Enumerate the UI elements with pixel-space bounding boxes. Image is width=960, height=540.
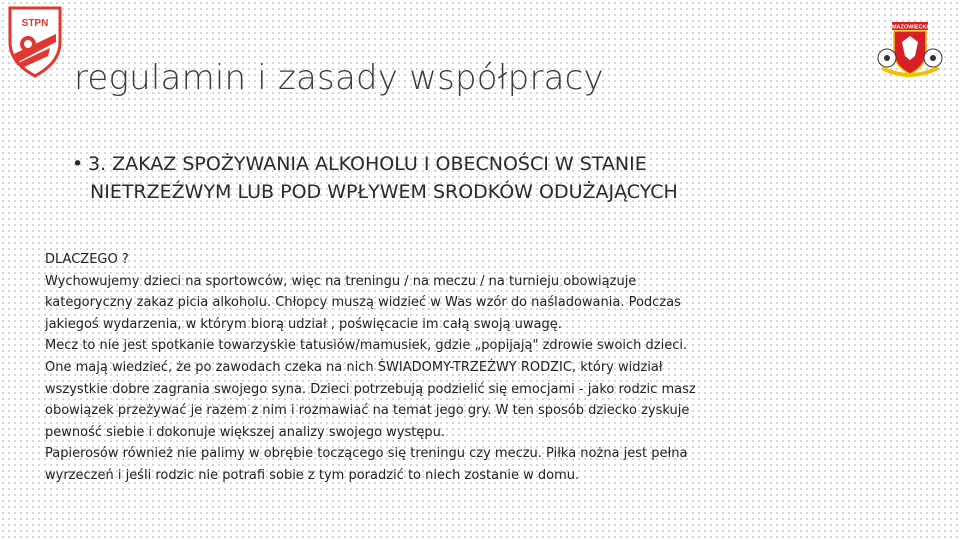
body-line: Wychowujemy dzieci na sportowców, więc na treningu / na meczu / na turnieju obowiązuje <box>45 273 637 289</box>
bullet-heading-line-1: 3. ZAKAZ SPOŻYWANIA ALKOHOLU I OBECNOŚCI W STANIE <box>88 153 647 175</box>
body-text <box>45 249 805 487</box>
bullet-symbol: • <box>72 153 84 175</box>
body-line: Mecz to nie jest spotkanie towarzyskie tatusiów/mamusiek, gdzie „popijają" zdrowie swoich dzieci. <box>45 338 688 354</box>
stpn-logo <box>4 4 66 78</box>
slide-title: regulamin i zasady współpracy <box>74 58 604 98</box>
body-line: pewność siebie i dokonuje większej analizy swojego występu. <box>45 424 445 440</box>
body-line: jakiegoś wydarzenia, w którym biorą udział , poświęcacie im całą swoją uwagę. <box>45 316 562 332</box>
mzpn-logo-text: MAZOWIECKI <box>891 24 929 31</box>
bullet-heading-line-2: NIETRZEŹWYM LUB POD WPŁYWEM SRODKÓW ODUŻAJĄCYCH <box>90 181 678 203</box>
body-line: wyrzeczeń i jeśli rodzic nie potrafi sobie z tym poradzić to niech zostanie w domu. <box>45 467 580 483</box>
body-line: DLACZEGO ? <box>45 252 129 267</box>
body-line: obowiązek przeżywać je razem z nim i rozmawiać na temat jego gry. W ten sposób dziecko zyskuje <box>45 403 690 419</box>
body-line: wszystkie dobre zagrania swojego syna. Dzieci potrzebują podzielić się emocjami - jako rodzic masz <box>45 381 696 397</box>
body-line: One mają wiedzieć, że po zawodach czeka na nich ŚWIADOMY-TRZEŹWY RODZIC, który widział <box>45 359 663 375</box>
body-line: kategoryczny zakaz picia alkoholu. Chłopcy muszą widzieć w Was wzór do naśladowania. Podczas <box>45 295 681 311</box>
mzpn-logo <box>872 22 948 78</box>
bullet-point <box>72 150 832 206</box>
body-line: Papierosów również nie palimy w obrębie toczącego się treningu czy meczu. Piłka nożna jest pełna <box>45 446 688 462</box>
stpn-logo-text: STPN <box>21 18 49 29</box>
